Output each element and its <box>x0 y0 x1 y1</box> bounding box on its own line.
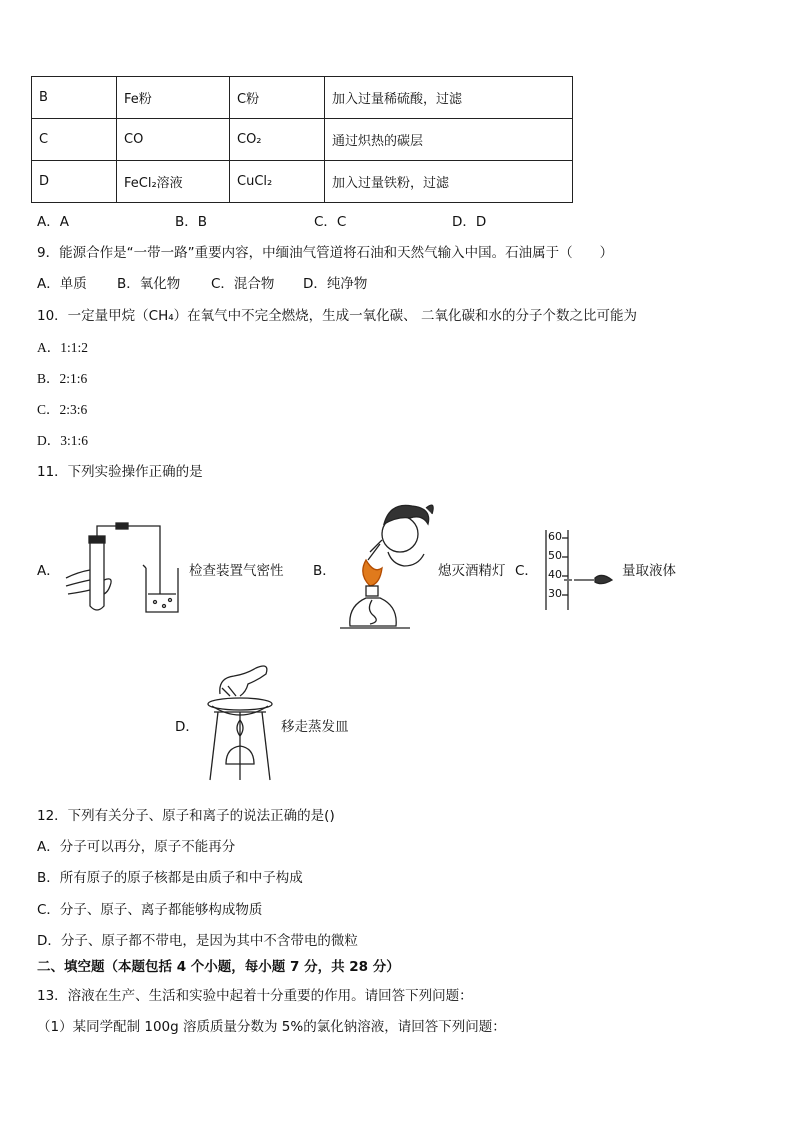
tick-label: 30 <box>548 587 562 600</box>
section-heading: 二、填空题（本题包括 4 个小题，每小题 7 分，共 28 分） <box>37 959 400 975</box>
table-cell: C粉 <box>230 77 325 119</box>
table-cell: CO <box>117 119 230 161</box>
q11-label-d: D． <box>175 719 199 735</box>
tick-label: 50 <box>548 549 562 562</box>
caption-c: 量取液体 <box>622 563 676 579</box>
q13-stem: 13．溶液在生产、生活和实验中起着十分重要的作用。请回答下列问题： <box>37 988 473 1004</box>
table-cell: B <box>32 77 117 119</box>
option-c: C．分子、原子、离子都能够构成物质 <box>37 902 263 918</box>
graduated-cylinder-illustration <box>540 528 620 612</box>
option-b: B．2:1:6 <box>37 371 88 386</box>
option-d: D．纯净物 <box>303 276 368 292</box>
option-d: D．3:1:6 <box>37 433 89 448</box>
option-a: A．A <box>37 214 69 230</box>
q10-stem: 10．一定量甲烷（CH₄）在氧气中不完全燃烧，生成一氧化碳、 二氧化碳和水的分子个数之比可能为 <box>37 308 637 324</box>
option-d: D．分子、原子都不带电，是因为其中不含带电的微粒 <box>37 933 358 949</box>
q8-table <box>31 76 573 203</box>
option-b: B．所有原子的原子核都是由质子和中子构成 <box>37 870 303 886</box>
caption-a: 检查装置气密性 <box>189 563 284 579</box>
table-row <box>32 77 573 119</box>
table-row <box>32 119 573 161</box>
option-d: D．D <box>452 214 487 230</box>
caption-d: 移走蒸发皿 <box>281 719 349 735</box>
table-cell: D <box>32 161 117 203</box>
caption-b: 熄灭酒精灯 <box>438 563 506 579</box>
option-c: C．C <box>314 214 347 230</box>
extinguish-alcohol-lamp-illustration <box>340 494 438 634</box>
q9-stem: 9．能源合作是“一带一路”重要内容，中缅油气管道将石油和天然气输入中国。石油属于（ ） <box>37 245 614 261</box>
tick-label: 60 <box>548 530 562 543</box>
table-cell: CuCl₂ <box>230 161 325 203</box>
option-b: B．氧化物 <box>117 276 181 292</box>
q11-label-a: A． <box>37 563 60 579</box>
option-b: B．B <box>175 214 208 230</box>
table-cell: CO₂ <box>230 119 325 161</box>
option-a: A．分子可以再分，原子不能再分 <box>37 839 236 855</box>
option-a: A．1:1:2 <box>37 340 89 355</box>
option-a: A．单质 <box>37 276 87 292</box>
table-cell: Fe粉 <box>117 77 230 119</box>
table-cell: 加入过量铁粉，过滤 <box>325 161 573 203</box>
table-cell: 加入过量稀硫酸，过滤 <box>325 77 573 119</box>
q11-stem: 11．下列实验操作正确的是 <box>37 464 203 480</box>
airtightness-check-illustration <box>60 520 188 616</box>
table-row <box>32 161 573 203</box>
q11-label-c: C． <box>515 563 538 579</box>
tick-label: 40 <box>548 568 562 581</box>
table-cell: FeCl₂溶液 <box>117 161 230 203</box>
evaporating-dish-illustration <box>200 664 282 784</box>
q13-part1: （1）某同学配制 100g 溶质质量分数为 5%的氯化钠溶液，请回答下列问题： <box>37 1019 506 1035</box>
option-c: C．混合物 <box>211 276 275 292</box>
table-cell: C <box>32 119 117 161</box>
q11-label-b: B． <box>313 563 336 579</box>
option-c: C．2:3:6 <box>37 402 88 417</box>
q12-stem: 12．下列有关分子、原子和离子的说法正确的是() <box>37 808 335 824</box>
table-cell: 通过炽热的碳层 <box>325 119 573 161</box>
